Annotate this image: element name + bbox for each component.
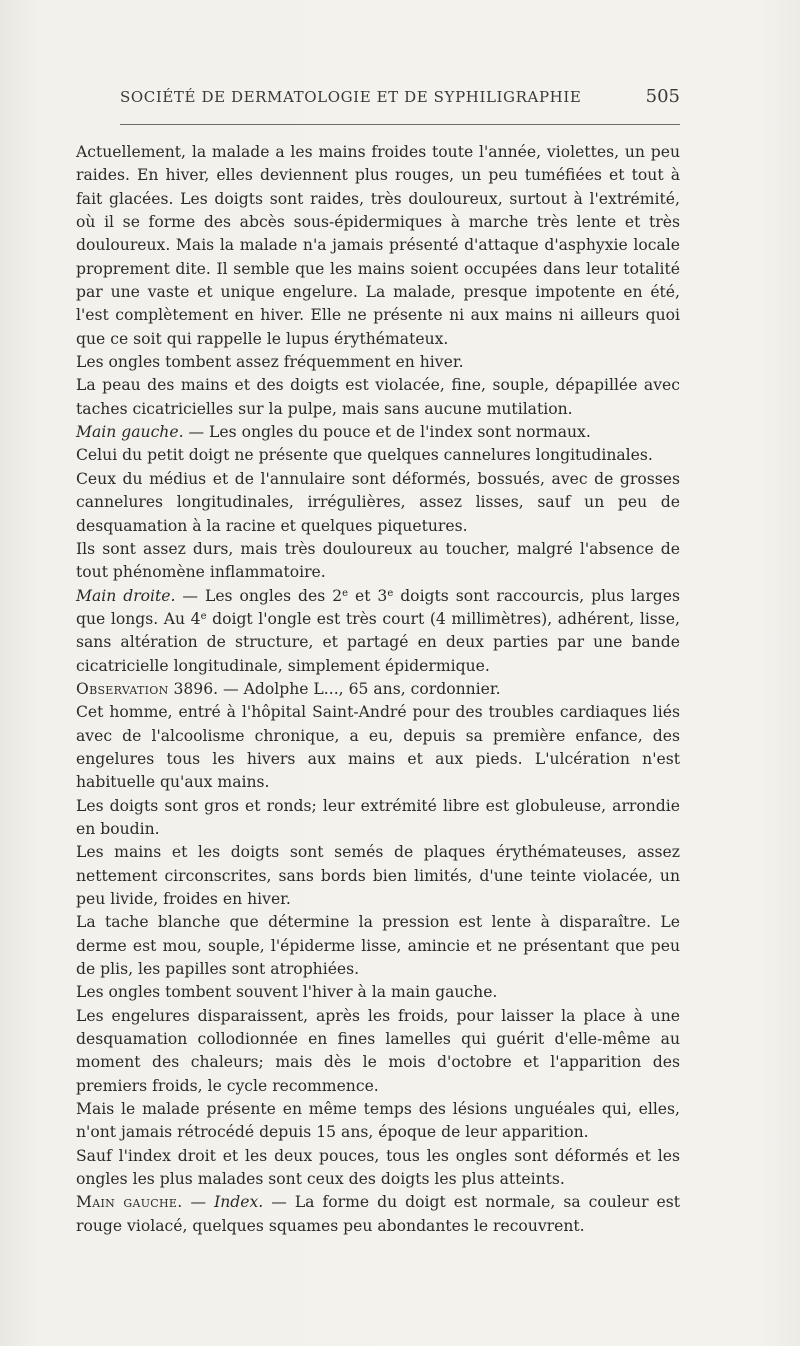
paragraph-15: Les engelures disparaissent, après les froids, pour laisser la place à une desquamation collodionnée en fines lamelles qui guérit d'elle-même au moment des chaleurs; mais dès le mois d'octobre et l'apparition des premiers froids, le cycle recommence. [76,1006,680,1095]
paragraph-11: Les doigts sont gros et ronds; leur extrémité libre est globuleuse, arrondie en boudin. [76,796,680,838]
superscript-e: e [387,587,394,599]
page-number: 505 [645,86,680,107]
running-title: SOCIÉTÉ DE DERMATOLOGIE ET DE SYPHILIGRAPHIE [120,88,582,106]
page-header [120,88,680,112]
section-label-main-gauche: Main gauche. [76,423,184,442]
observation-label: Observation [76,679,169,698]
section-label-main-gauche-2: Main gauche. [76,1193,183,1212]
paragraph-3: La peau des mains et des doigts est violacée, fine, souple, dépapillée avec taches cicatricielles sur la pulpe, mais sans aucune mutilation. [76,376,680,418]
paragraph-18-text-b: — La forme du doigt est normale, sa couleur est rouge violacé, quelques squames peu abondantes le recouvrent. [76,1193,681,1235]
paragraph-9 [76,678,680,701]
index-label: Index. [214,1193,264,1212]
paragraph-8-text-d: doigt l'ongle est très court (4 millimètres), adhérent, lisse, sans altération de structure, et partagé en deux parties par une bande cicatricielle longitudinale, simplement épidermique. [76,609,680,675]
paragraph-10: Cet homme, entré à l'hôpital Saint-André pour des troubles cardiaques liés avec de l'alcoolisme chronique, a eu, depuis sa première enfance, des engelures tous les hivers aux mains et aux pieds. L'ulcération n'est habituelle qu'aux mains. [76,703,680,792]
paragraph-18 [76,1191,680,1238]
paragraph-5: Celui du petit doigt ne présente que quelques cannelures longitudinales. [76,446,653,465]
paragraph-8 [76,585,680,678]
paragraph-4-text: — Les ongles du pouce et de l'index sont normaux. [183,423,591,442]
paragraph-8-text-b: et 3 [348,586,388,605]
paragraph-18-text-a: — [182,1193,215,1212]
paragraph-1: Actuellement, la malade a les mains froides toute l'année, violettes, un peu raides. En hiver, elles deviennent plus rouges, un peu tuméfiées et tout à fait glacées. Les doigts sont raides, très douloureux, surtout à l'extrémité, où il se forme des abcès sous-épidermiques à marche très lente et très douloureux. Mais la malade n'a jamais présenté d'attaque d'asphyxie locale proprement dite. Il semble que les mains soient occupées dans leur totalité par une vaste et unique engelure. La malade, presque impotente en été, l'est complètement en hiver. Elle ne présente ni aux mains ni ailleurs quoi que ce soit qui rappelle le lupus érythémateux. [76,143,680,348]
paragraph-4 [76,421,680,444]
paragraph-2: Les ongles tombent assez fréquemment en hiver. [76,353,464,372]
paragraph-12: Les mains et les doigts sont semés de plaques érythémateuses, assez nettement circonscrites, sans bords bien limités, d'une teinte violacée, un peu livide, froides en hiver. [76,843,680,908]
paragraph-17: Sauf l'index droit et les deux pouces, tous les ongles sont déformés et les ongles les plus malades sont ceux des doigts les plus atteints. [76,1146,680,1189]
paragraph-14: Les ongles tombent souvent l'hiver à la main gauche. [76,983,498,1002]
paragraph-9-text: 3896. — Adolphe L..., 65 ans, cordonnier. [168,679,501,698]
paragraph-13: La tache blanche que détermine la pression est lente à disparaître. Le derme est mou, souple, l'épiderme lisse, amincie et ne présentant que peu de plis, les papilles sont atrophiées. [76,913,680,979]
paragraph-16: Mais le malade présente en même temps des lésions unguéales qui, elles, n'ont jamais rétrocédé depuis 15 ans, époque de leur apparition. [76,1100,680,1142]
section-label-main-droite: Main droite. [76,586,176,605]
paragraph-6: Ceux du médius et de l'annulaire sont déformés, bossués, avec de grosses cannelures longitudinales, irrégulières, assez lisses, sauf un peu de desquamation à la racine et quelques piquetures. [76,469,680,535]
body-text [76,141,680,1238]
superscript-e: e [342,587,349,599]
paragraph-7: Ils sont assez durs, mais très douloureux au toucher, malgré l'absence de tout phénomène inflammatoire. [76,539,680,582]
paragraph-8-text-c: doigts sont raccourcis, plus larges que longs. Au 4 [76,586,680,628]
superscript-e: e [200,610,207,622]
header-rule [120,124,680,125]
paragraph-8-text-a: — Les ongles des 2 [175,586,343,605]
